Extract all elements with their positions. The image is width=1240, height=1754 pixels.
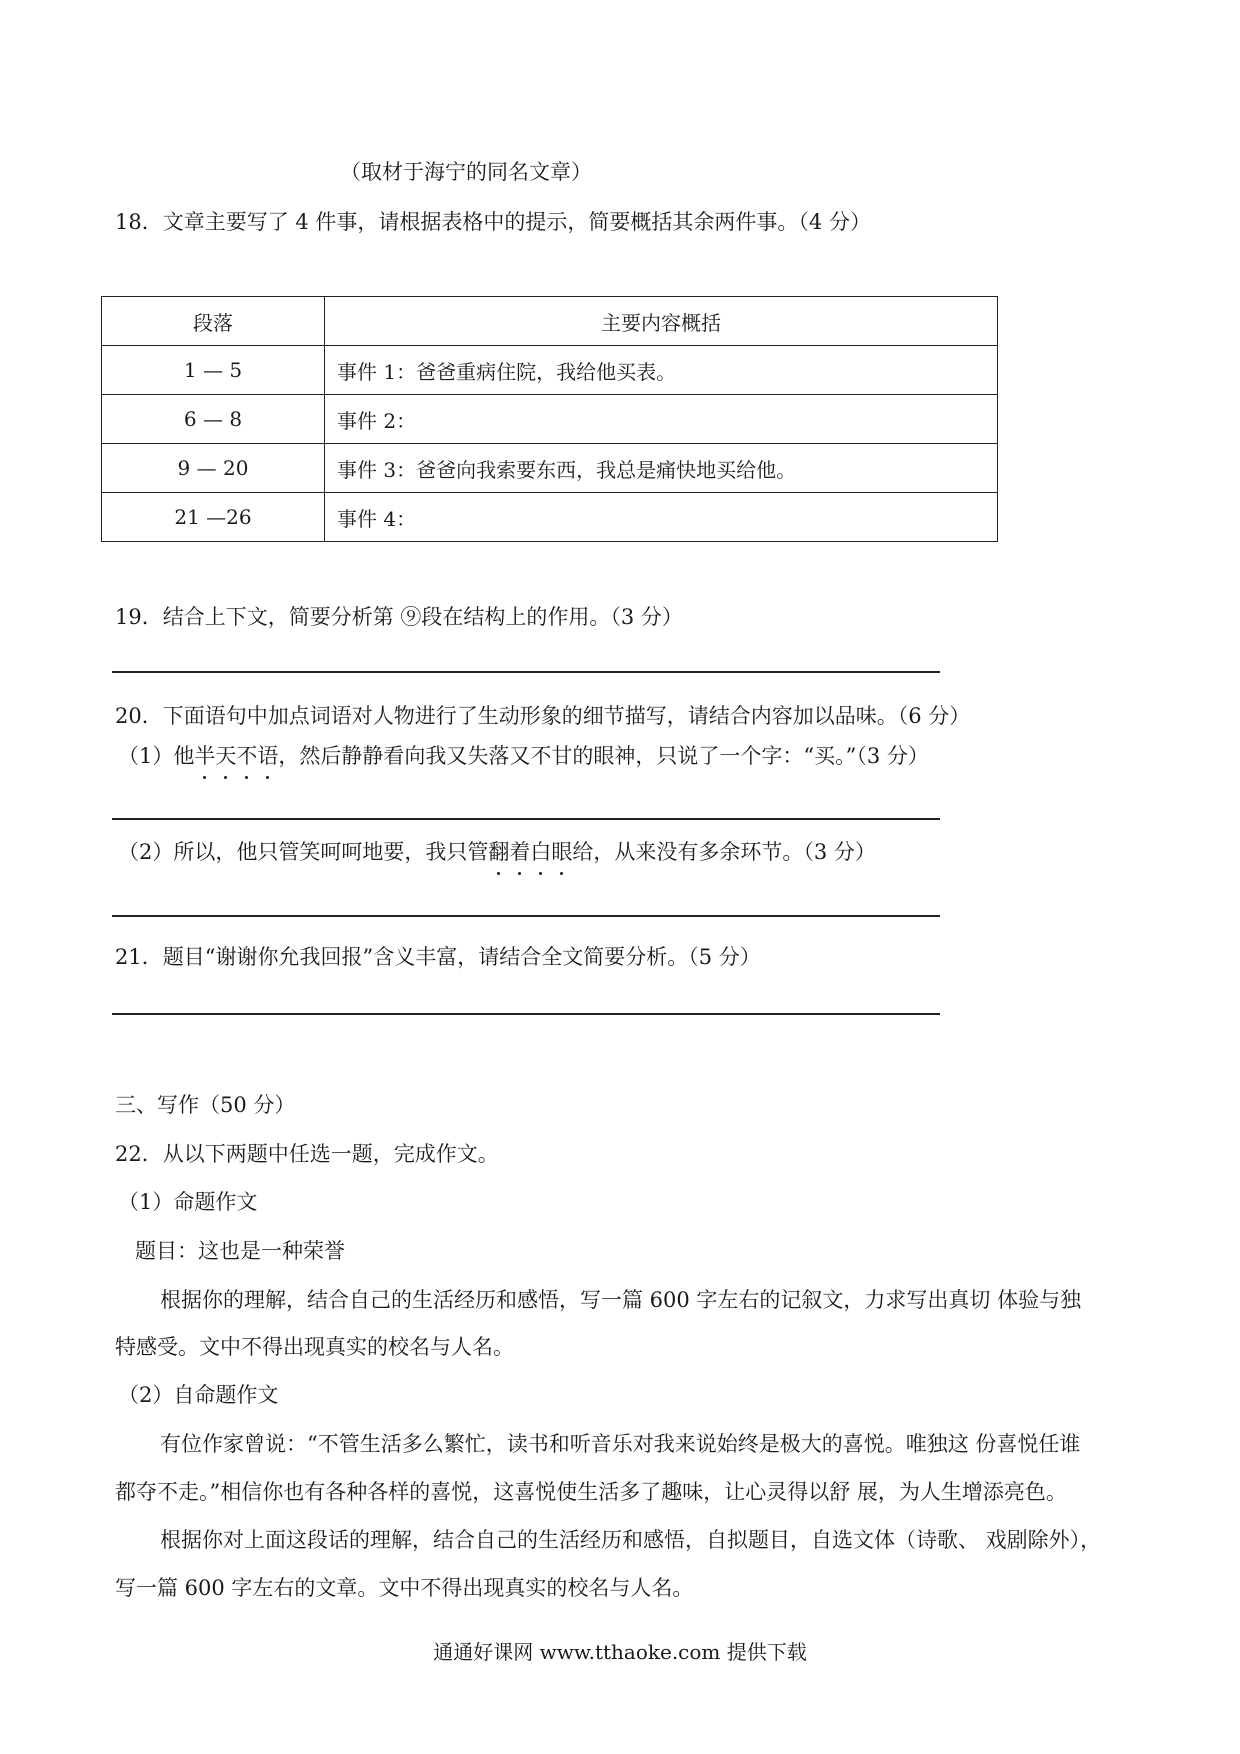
source-note: （取材于海宁的同名文章）	[340, 160, 592, 184]
option-2-quote-line2: 都夺不走。”相信你也有各种各样的喜悦，这喜悦使生活多了趣味，让心灵得以舒 展，为人生增添亮色。	[115, 1480, 1067, 1504]
question-20-sub1	[118, 742, 929, 770]
answer-line-20-1[interactable]	[112, 818, 940, 820]
option-2-label: （2）自命题作文	[118, 1383, 279, 1407]
question-21-prompt: 21．题目“谢谢你允我回报”含义丰富，请结合全文简要分析。（5 分）	[115, 945, 761, 969]
option-2-requirement-line2: 写一篇 600 字左右的文章。文中不得出现真实的校名与人名。	[115, 1576, 694, 1600]
question-22-prompt: 22．从以下两题中任选一题，完成作文。	[115, 1142, 499, 1166]
emphasis-dot-char: 语	[257, 744, 279, 768]
table-cell-paragraph: 6 — 8	[102, 395, 325, 444]
event-summary-table	[101, 296, 998, 542]
table-cell-content[interactable]: 事件 4：	[325, 493, 998, 542]
answer-line-20-2[interactable]	[112, 915, 940, 917]
sub1-pre-text: （1）他	[118, 744, 195, 768]
page-footer: 通通好课网 www.tthaoke.com 提供下载	[433, 1640, 807, 1664]
answer-line-19[interactable]	[112, 671, 940, 673]
sub2-dotted-phrase	[488, 840, 572, 864]
writing-section-heading: 三、写作（50 分）	[115, 1093, 296, 1117]
emphasis-dot-char: 天	[215, 744, 237, 768]
emphasis-dot-char: 白	[530, 840, 552, 864]
option-1-title: 题目：这也是一种荣誉	[135, 1239, 345, 1263]
table-header-row	[102, 297, 998, 346]
table-row	[102, 395, 998, 444]
emphasis-dot-char: 不	[236, 744, 258, 768]
question-19-prompt: 19．结合上下文，简要分析第 ⑨段在结构上的作用。（3 分）	[115, 605, 683, 629]
table-row	[102, 493, 998, 542]
emphasis-dot-char: 翻	[488, 840, 510, 864]
sub2-post-text: 给，从来没有多余环节。（3 分）	[572, 840, 876, 864]
table-header-content: 主要内容概括	[325, 297, 998, 346]
table-cell-paragraph: 1 — 5	[102, 346, 325, 395]
emphasis-dot-char: 着	[509, 840, 531, 864]
table-cell-content[interactable]: 事件 2：	[325, 395, 998, 444]
table-row	[102, 346, 998, 395]
table-cell-content: 事件 3：爸爸向我索要东西，我总是痛快地买给他。	[325, 444, 998, 493]
answer-line-21[interactable]	[112, 1013, 940, 1015]
option-1-requirement-line2: 特感受。文中不得出现真实的校名与人名。	[115, 1335, 514, 1359]
table-cell-content: 事件 1：爸爸重病住院，我给他买表。	[325, 346, 998, 395]
question-20-prompt: 20．下面语句中加点词语对人物进行了生动形象的细节描写，请结合内容加以品味。（6 分）	[115, 704, 971, 728]
option-1-label: （1）命题作文	[118, 1190, 258, 1214]
emphasis-dot-char: 眼	[551, 840, 573, 864]
sub2-pre-text: （2）所以，他只管笑呵呵地要，我只管	[118, 840, 489, 864]
sub1-post-text: ，然后静静看向我又失落又不甘的眼神，只说了一个字：“买。”（3 分）	[278, 744, 929, 768]
question-20-sub2	[118, 838, 876, 866]
table-header-paragraph: 段落	[102, 297, 325, 346]
sub1-dotted-phrase	[194, 744, 278, 768]
table-cell-paragraph: 9 — 20	[102, 444, 325, 493]
emphasis-dot-char: 半	[194, 744, 216, 768]
option-2-quote-line1: 有位作家曾说：“不管生活多么繁忙，读书和听音乐对我来说始终是极大的喜悦。唯独这 份喜悦任谁	[160, 1432, 1081, 1456]
question-18-prompt: 18．文章主要写了 4 件事，请根据表格中的提示，简要概括其余两件事。（4 分）	[115, 210, 871, 234]
table-row	[102, 444, 998, 493]
option-1-requirement-line1: 根据你的理解，结合自己的生活经历和感悟，写一篇 600 字左右的记叙文，力求写出真切 体验与独	[160, 1288, 1082, 1312]
table-cell-paragraph: 21 —26	[102, 493, 325, 542]
option-2-requirement-line1: 根据你对上面这段话的理解，结合自己的生活经历和感悟，自拟题目，自选文体（诗歌、 戏剧除外），	[160, 1528, 1102, 1552]
